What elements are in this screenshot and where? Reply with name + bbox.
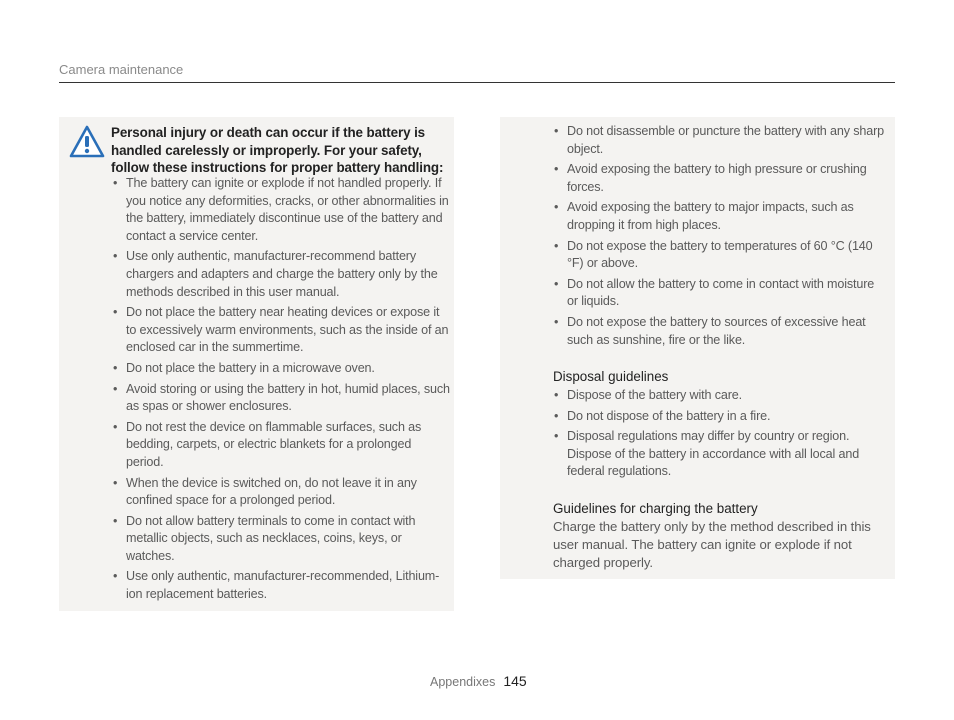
- disposal-list: [553, 387, 888, 484]
- list-item: • Avoid exposing the battery to high pressure or crushing forces.: [553, 161, 888, 196]
- list-item: • Do not disassemble or puncture the battery with any sharp object.: [553, 123, 888, 158]
- list-item: • Disposal regulations may differ by country or region. Dispose of the battery in accordance with all local and federal regulations.: [553, 428, 888, 481]
- page-number: 145: [503, 673, 527, 689]
- charging-text: Charge the battery only by the method described in this user manual. The battery can ignite or explode if not charged properly.: [553, 519, 871, 570]
- list-item: • Do not rest the device on flammable surfaces, such as bedding, carpets, or electric blankets for a prolonged period.: [112, 419, 452, 472]
- list-item: • Do not expose the battery to sources of excessive heat such as sunshine, fire or the like.: [553, 314, 888, 349]
- list-item: • Do not dispose of the battery in a fire.: [553, 408, 888, 426]
- warning-list: [112, 175, 452, 607]
- header-title: Camera maintenance: [59, 62, 184, 77]
- list-item: • Do not place the battery near heating devices or expose it to excessively warm environments, such as the inside of an enclosed car in the summertime.: [112, 304, 452, 357]
- charging-heading: Guidelines for charging the battery: [553, 501, 758, 516]
- list-item: • Do not allow battery terminals to come in contact with metallic objects, such as necklaces, coins, keys, or watches.: [112, 513, 452, 566]
- warning-panel: [59, 117, 454, 611]
- header-divider: [59, 82, 895, 83]
- page-footer: [430, 673, 527, 689]
- guidelines-panel: [500, 117, 895, 579]
- list-item: • Do not allow the battery to come in contact with moisture or liquids.: [553, 276, 888, 311]
- list-item: • The battery can ignite or explode if not handled properly. If you notice any deformities, cracks, or other abnormalities in the battery, immediately discontinue use of the battery and contact a service center.: [112, 175, 452, 245]
- warning-heading: Personal injury or death can occur if the battery is handled carelessly or improperly. For your safety, follow these instructions for proper battery handling:: [111, 125, 444, 175]
- list-item: • Do not place the battery in a microwave oven.: [112, 360, 452, 378]
- list-item: • Avoid storing or using the battery in hot, humid places, such as spas or shower enclosures.: [112, 381, 452, 416]
- list-item: • Use only authentic, manufacturer-recommend battery chargers and adapters and charge the battery only by the methods described in this user manual.: [112, 248, 452, 301]
- footer-section: Appendixes: [430, 675, 496, 689]
- handling-list: [553, 123, 888, 352]
- list-item: • Avoid exposing the battery to major impacts, such as dropping it from high places.: [553, 199, 888, 234]
- disposal-heading: Disposal guidelines: [553, 369, 669, 384]
- list-item: • When the device is switched on, do not leave it in any confined space for a prolonged period.: [112, 475, 452, 510]
- list-item: • Dispose of the battery with care.: [553, 387, 888, 405]
- list-item: • Use only authentic, manufacturer-recommended, Lithium-ion replacement batteries.: [112, 568, 452, 603]
- list-item: • Do not expose the battery to temperatures of 60 °C (140 °F) or above.: [553, 238, 888, 273]
- warning-triangle-icon: [69, 125, 105, 159]
